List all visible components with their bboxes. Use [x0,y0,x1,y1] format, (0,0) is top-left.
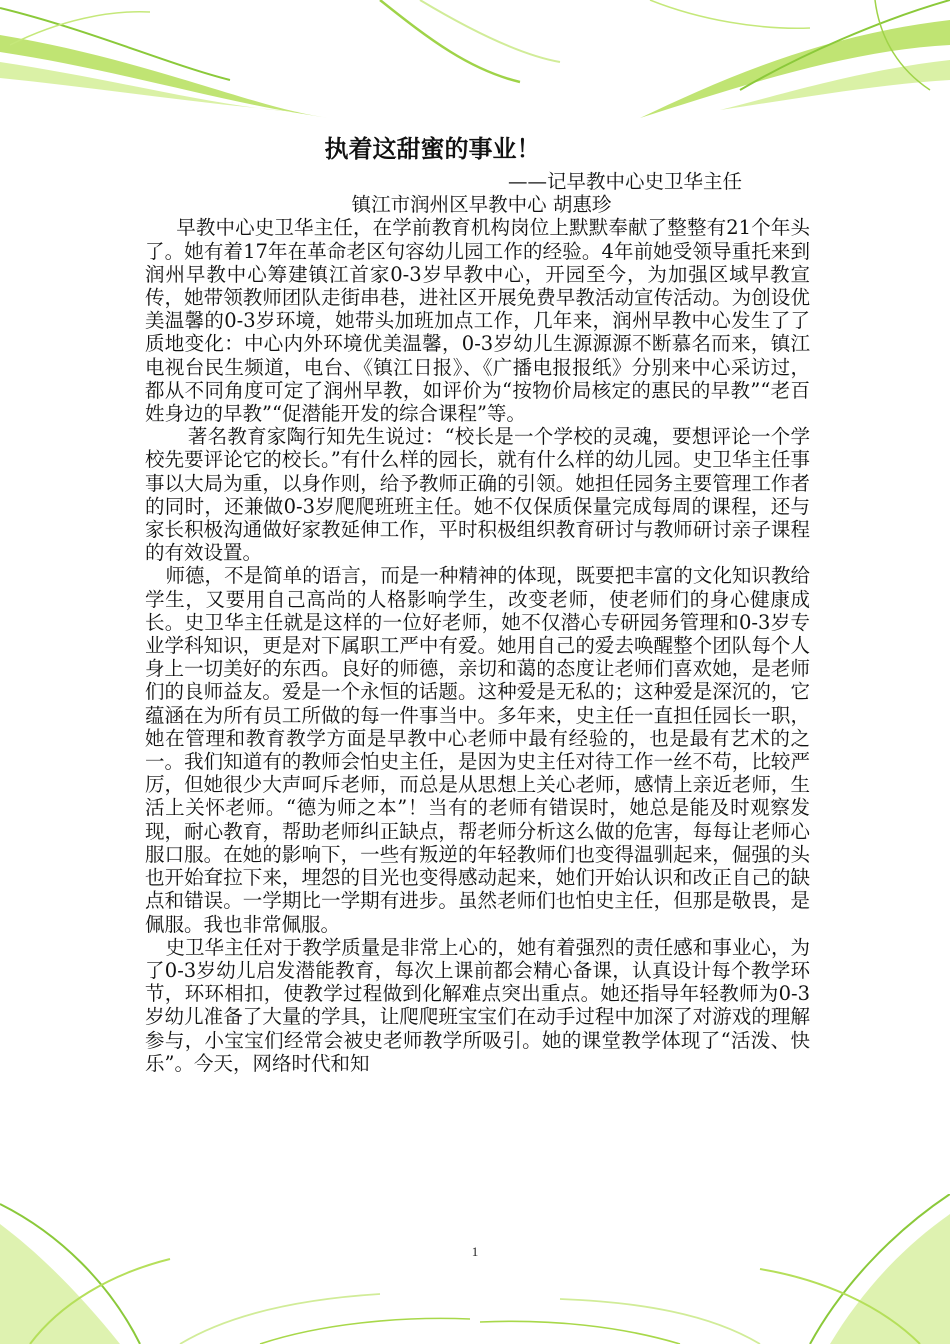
document-subtitle: ——记早教中心史卫华主任 [507,170,742,193]
paragraph-1: 早教中心史卫华主任，在学前教育机构岗位上默默奉献了整整有21个年头了。她有着17年在革命老区句容幼儿园工作的经验。4年前她受领导重托来到润州早教中心筹建镇江首家0-3岁早教中心，开园至今，为加强区域早教宣传，她带领教师团队走街串巷，进社区开展免费早教活动宣传活动。为创设优美温馨的0-3岁环境，她带头加班加点工作，几年来，润州早教中心发生了了质地变化：中心内外环境优美温馨，0-3岁幼儿生源源源不断慕名而来，镇江电视台民生频道，电台、《镇江日报》、《广播电报报纸》分别来中心采访过，都从不同角度可定了润州早教，如评价为“按物价局核定的惠民的早教”“老百姓身边的早教”“促潜能开发的综合课程”等。 [145,216,810,426]
document-title: 执着这甜蜜的事业！ [324,135,541,163]
top-leaf-decoration [0,0,950,140]
paragraph-4: 史卫华主任对于教学质量是非常上心的，她有着强烈的责任感和事业心，为了0-3岁幼儿启发潜能教育，每次上课前都会精心备课，认真设计每个教学环节，环环相扣，使教学过程做到化解难点突出重点。她还指导年轻教师为0-3岁幼儿准备了大量的学具，让爬爬班宝宝们在动手过程中加深了对游戏的理解参与，小宝宝们经常会被史老师教学所吸引。她的课堂教学体现了“活泼、快乐”。今天，网络时代和知 [145,935,810,1075]
paragraph-3: 师德，不是简单的语言，而是一种精神的体现，既要把丰富的文化知识教给学生，又要用自己高尚的人格影响学生，改变老师，使老师们的身心健康成长。史卫华主任就是这样的一位好老师，她不仅潜心专研园务管理和0-3岁专业学科知识，更是对下属职工严中有爱。她用自己的爱去唤醒整个团队每个人身上一切美好的东西。良好的师德，亲切和蔼的态度让老师们喜欢她，是老师们的良师益友。爱是一个永恒的话题。这种爱是无私的；这种爱是深沉的，它蕴涵在为所有员工所做的每一件事当中。多年来，史主任一直担任园长一职，她在管理和教育教学方面是早教中心老师中最有经验的，也是最有艺术的之一。我们知道有的教师会怕史主任，是因为史主任对待工作一丝不苟，比较严厉，但她很少大声呵斥老师，而总是从思想上关心老师，感情上亲近老师，生活上关怀老师。“德为师之本”！当有的老师有错误时，她总是能及时观察发现，耐心教育，帮助老师纠正缺点，帮老师分析这么做的危害，每每让老师心服口服。在她的影响下，一些有叛逆的年轻教师们也变得温驯起来，倔强的头也开始耷拉下来，埋怨的目光也变得感动起来，她们开始认识和改正自己的缺点和错误。一学期比一学期有进步。虽然老师们也怕史主任，但那是敬畏，是佩服。我也非常佩服。 [145,564,810,936]
page-number: 1 [471,1244,479,1259]
paragraph-2: 著名教育家陶行知先生说过：“校长是一个学校的灵魂，要想评论一个学校先要评论它的校长。”有什么样的园长，就有什么样的幼儿园。史卫华主任事事以大局为重，以身作则，给予教师正确的引领。她担任园务主要管理工作者的同时，还兼做0-3岁爬爬班班主任。她不仅保质保量完成每周的课程，还与家长积极沟通做好家教延伸工作，平时积极组织教育研讨与教师研讨亲子课程的有效设置。 [145,425,810,565]
document-body [145,128,810,1075]
bottom-leaf-decoration [0,1194,950,1344]
author-line: 镇江市润州区早教中心 胡惠珍 [351,193,612,217]
